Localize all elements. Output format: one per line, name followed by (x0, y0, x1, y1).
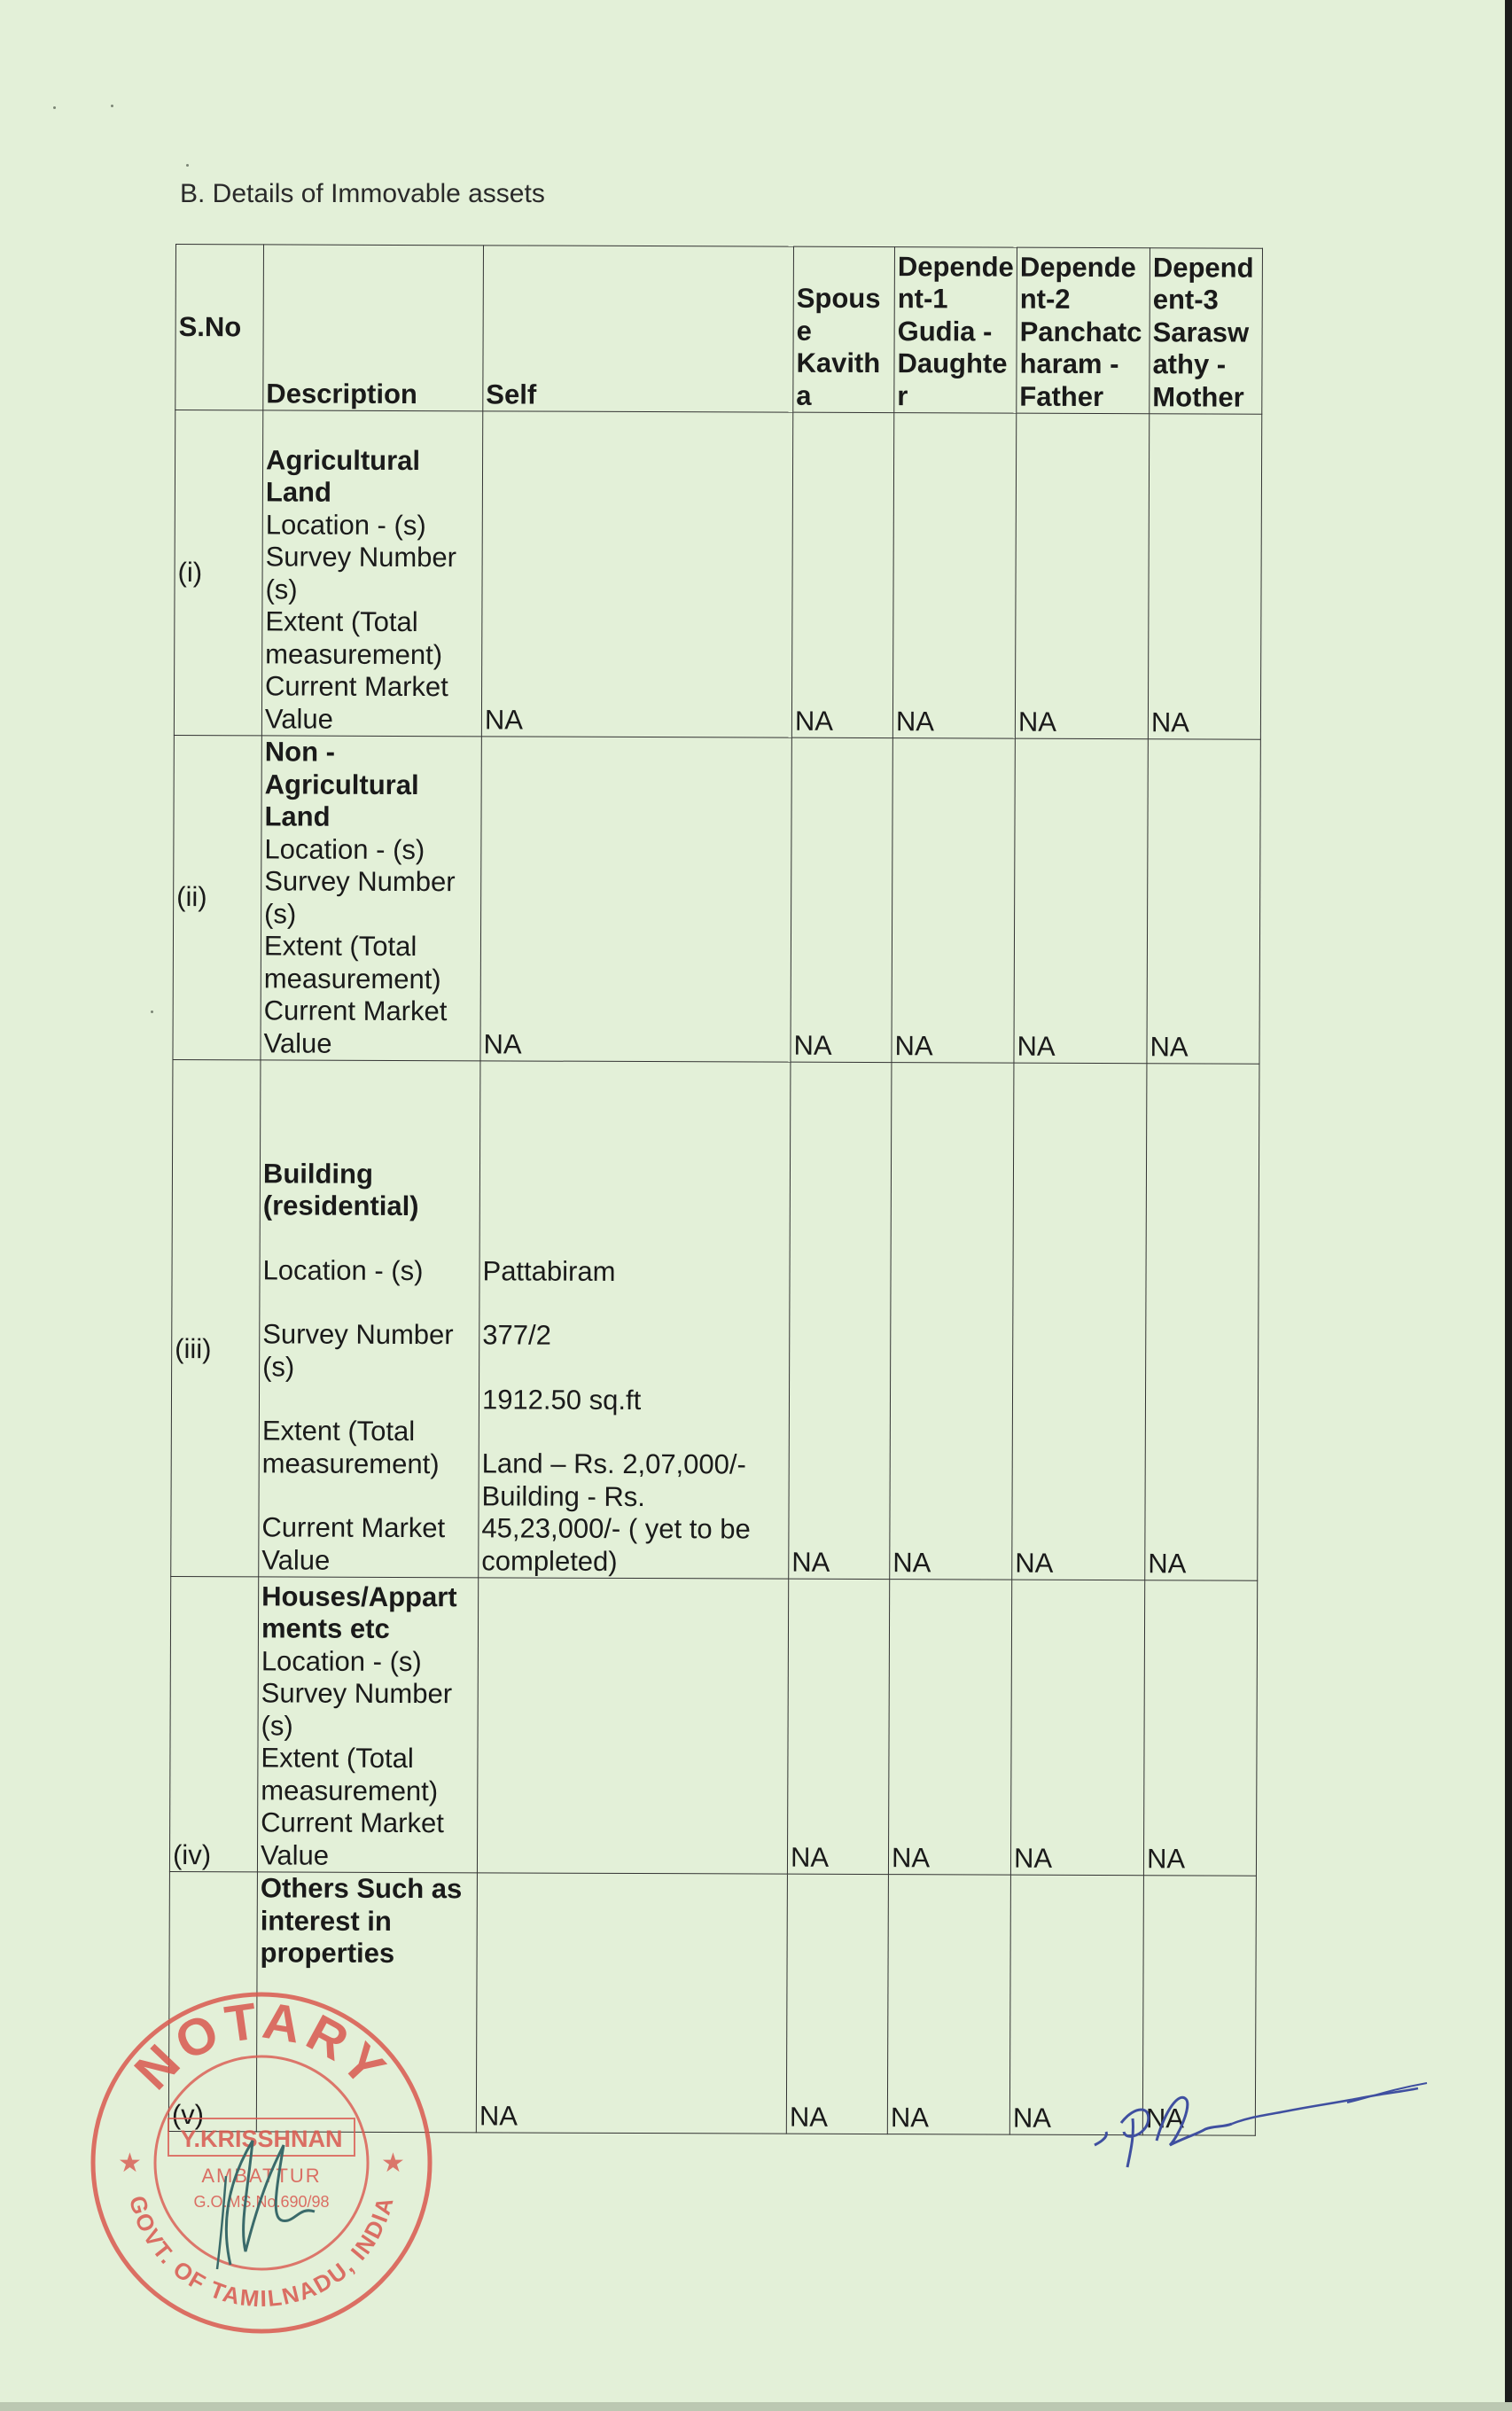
cell-dependent-3: NA (1148, 414, 1261, 739)
spacer (482, 1416, 787, 1448)
row-line: Extent (Total measurement) (265, 605, 443, 670)
row-line: Extent (Total measurement) (261, 1742, 439, 1806)
cell-dependent-3: NA (1142, 1876, 1256, 2135)
row-line: Location - (s) (261, 1644, 422, 1677)
speck (151, 1010, 153, 1013)
row-line: Location - (s) (265, 508, 426, 541)
cell-dependent-1: NA (890, 1063, 1014, 1580)
table-row (174, 410, 1261, 740)
spacer (262, 1286, 477, 1319)
col-header-dependent-2: Dependent-2 Panchatcharam - Father (1017, 247, 1150, 414)
row-description (261, 410, 482, 737)
row-description (261, 736, 481, 1061)
col-header-dependent-3: Dependent-3 Saraswathy - Mother (1150, 248, 1263, 414)
spacer (262, 1383, 477, 1416)
stamp-place: AMBATTUR (201, 2165, 322, 2187)
cell-self: NA (480, 737, 791, 1062)
stamp-registration: G.O.MS.No.690/98 (193, 2193, 330, 2211)
row-sno: (iii) (171, 1059, 261, 1576)
row-title: Non - Agricultural Land (264, 736, 419, 832)
speck (186, 164, 189, 167)
row-line: Location - (s) (264, 832, 425, 865)
spacer (262, 1479, 477, 1512)
row-line: Current Market Value (264, 670, 448, 735)
row-line: Survey Number (s) (264, 865, 456, 930)
self-location: Pattabiram (482, 1254, 616, 1287)
self-extent: 1912.50 sq.ft (481, 1383, 642, 1416)
immovable-assets-table (168, 244, 1263, 2136)
col-header-sno: S.No (175, 245, 264, 410)
table-row (169, 1576, 1257, 1876)
col-header-description: Description (263, 245, 484, 411)
cell-dependent-3: NA (1143, 1580, 1257, 1876)
row-title: Others Such as interest in properties (260, 1872, 463, 1969)
spacer (263, 1222, 478, 1255)
notary-signature-stroke (217, 2176, 226, 2269)
row-sno: (ii) (173, 735, 261, 1059)
star-icon: ★ (381, 2149, 405, 2178)
row-description (259, 1060, 480, 1578)
cell-spouse: NA (791, 737, 892, 1062)
cell-self (477, 1578, 788, 1874)
cell-spouse: NA (786, 1874, 888, 2134)
self-land-value: Land – Rs. 2,07,000/- (481, 1447, 746, 1480)
deponent-signature (1081, 2056, 1436, 2189)
row-sno: (v) (168, 1871, 257, 2131)
cell-dependent-2: NA (1009, 1875, 1143, 2135)
notary-stamp (84, 1986, 439, 2340)
speck (111, 105, 113, 107)
cell-dependent-2: NA (1010, 1580, 1144, 1876)
cell-dependent-3: NA (1147, 739, 1260, 1064)
star-icon: ★ (118, 2149, 142, 2178)
cell-dependent-1: NA (888, 1580, 1011, 1876)
col-header-spouse: Spouse Kavitha (793, 246, 895, 412)
row-line: Location - (s) (262, 1253, 424, 1286)
section-heading: B. Details of Immovable assets (180, 179, 545, 208)
cell-spouse: NA (787, 1579, 889, 1874)
self-survey-number: 377/2 (482, 1319, 551, 1351)
row-line: Survey Number (s) (262, 1318, 454, 1383)
cell-self: NA (476, 1873, 787, 2134)
table-header-row (175, 245, 1263, 415)
speck (53, 106, 56, 109)
row-line: Current Market Value (263, 995, 448, 1059)
cell-dependent-1: NA (892, 738, 1015, 1064)
spacer (482, 1287, 787, 1320)
page-edge-bottom (0, 2402, 1512, 2411)
row-line: Current Market Value (260, 1806, 444, 1871)
row-line: Extent (Total measurement) (261, 1415, 440, 1479)
row-sno: (i) (174, 410, 262, 736)
table-row (171, 1059, 1259, 1580)
cell-spouse: NA (791, 412, 893, 737)
spacer (482, 1352, 787, 1385)
cell-dependent-1: NA (892, 413, 1016, 739)
cell-self: NA (481, 411, 792, 737)
row-line: Survey Number (s) (261, 1677, 453, 1742)
stamp-inner-ring (155, 2056, 368, 2269)
row-line: Current Market Value (261, 1511, 446, 1576)
row-title: Houses/Appartments etc (261, 1580, 457, 1644)
stamp-top-text: NOTARY (123, 1991, 400, 2101)
cell-self (479, 1061, 791, 1579)
stamp-bottom-text: GOVT. OF TAMILNADU, INDIA (123, 2192, 400, 2313)
cell-spouse: NA (789, 1062, 892, 1579)
row-description (257, 1577, 478, 1873)
cell-dependent-2: NA (1015, 413, 1149, 739)
row-line: Survey Number (s) (265, 541, 457, 605)
row-title: Agricultural Land (265, 443, 421, 508)
cell-dependent-1: NA (887, 1875, 1010, 2135)
row-sno: (iv) (169, 1576, 258, 1871)
row-line: Extent (Total measurement) (263, 930, 441, 995)
stamp-name: Y.KRISSHNAN (180, 2126, 343, 2152)
cell-dependent-2: NA (1012, 1063, 1147, 1580)
row-title: Building (residential) (262, 1157, 419, 1222)
col-header-dependent-1: Dependent-1 Gudia - Daughter (894, 247, 1017, 414)
cell-dependent-2: NA (1014, 738, 1148, 1064)
self-building-value: Building - Rs. 45,23,000/- ( yet to be completed) (481, 1479, 751, 1577)
table-row (173, 735, 1260, 1064)
cell-dependent-3: NA (1145, 1064, 1259, 1580)
col-header-self: Self (483, 246, 794, 412)
page-edge (1505, 0, 1512, 2411)
